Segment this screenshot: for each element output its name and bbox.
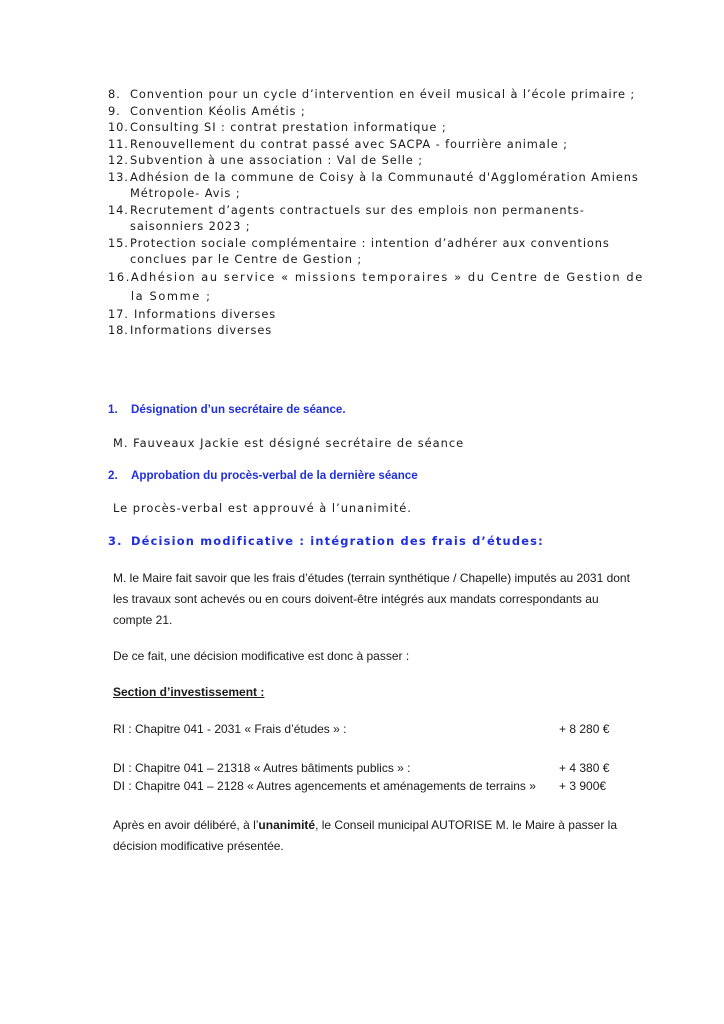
budget-line: RI : Chapitre 041 - 2031 « Frais d’études » : + 8 280 € xyxy=(113,722,610,736)
section-2-heading: 2. Approbation du procès-verbal de la dernière séance xyxy=(108,469,418,482)
agenda-item: 12. Subvention à une association : Val de Selle ; xyxy=(108,153,423,167)
section-1-heading: 1. Désignation d’un secrétaire de séance. xyxy=(108,403,346,416)
agenda-item: 16. Adhésion au service « missions temporaires » du Centre de Gestion de la Somme ; xyxy=(108,269,644,303)
agenda-item: 14. Recrutement d’agents contractuels sur des emplois non permanents-saisonniers 2023 ; xyxy=(108,202,585,233)
budget-line: DI : Chapitre 041 – 2128 « Autres agencements et aménagements de terrains » + 3 900€ xyxy=(113,779,607,793)
agenda-item: 17. Informations diverses xyxy=(108,306,277,321)
agenda-item: 8. Convention pour un cycle d’intervention en éveil musical à l’école primaire ; xyxy=(108,87,636,101)
decision-paragraph: M. le Maire fait savoir que les frais d’études (terrain synthétique / Chapelle) imputés au 2031 dont les travaux sont achevés ou en cours doivent-être intégrés aux mandats correspondants au compte 21. xyxy=(113,571,630,627)
conclusion-paragraph: Après en avoir délibéré, à l’unanimité, le Conseil municipal AUTORISE M. le Maire à passer la décision modificative présentée. xyxy=(113,818,617,853)
agenda-list xyxy=(108,86,653,339)
section-1-text: M. Fauveaux Jackie est désigné secrétaire de séance xyxy=(113,436,465,450)
agenda-item: 15. Protection sociale complémentaire : intention d’adhérer aux conventions conclues par le Centre de Gestion ; xyxy=(108,235,610,266)
agenda-item: 18. Informations diverses xyxy=(108,323,273,337)
section-2-text: Le procès-verbal est approuvé à l’unanimité. xyxy=(113,501,412,515)
agenda-item: 11. Renouvellement du contrat passé avec SACPA - fourrière animale ; xyxy=(108,136,568,151)
budget-line: DI : Chapitre 041 – 21318 « Autres bâtiments publics » : + 4 380 € xyxy=(113,761,610,775)
agenda-item: 13. Adhésion de la commune de Coisy à la Communauté d'Agglomération Amiens Métropole- Avis ; xyxy=(108,169,639,200)
decision-paragraph: De ce fait, une décision modificative est donc à passer : xyxy=(113,649,410,663)
agenda-item: 10. Consulting SI : contrat prestation informatique ; xyxy=(108,120,447,134)
section-3-heading: 3. Décision modificative : intégration des frais d’études: xyxy=(108,534,544,548)
investment-section-heading: Section d’investissement : xyxy=(113,685,265,699)
agenda-item: 9. Convention Kéolis Amétis ; xyxy=(108,103,306,118)
